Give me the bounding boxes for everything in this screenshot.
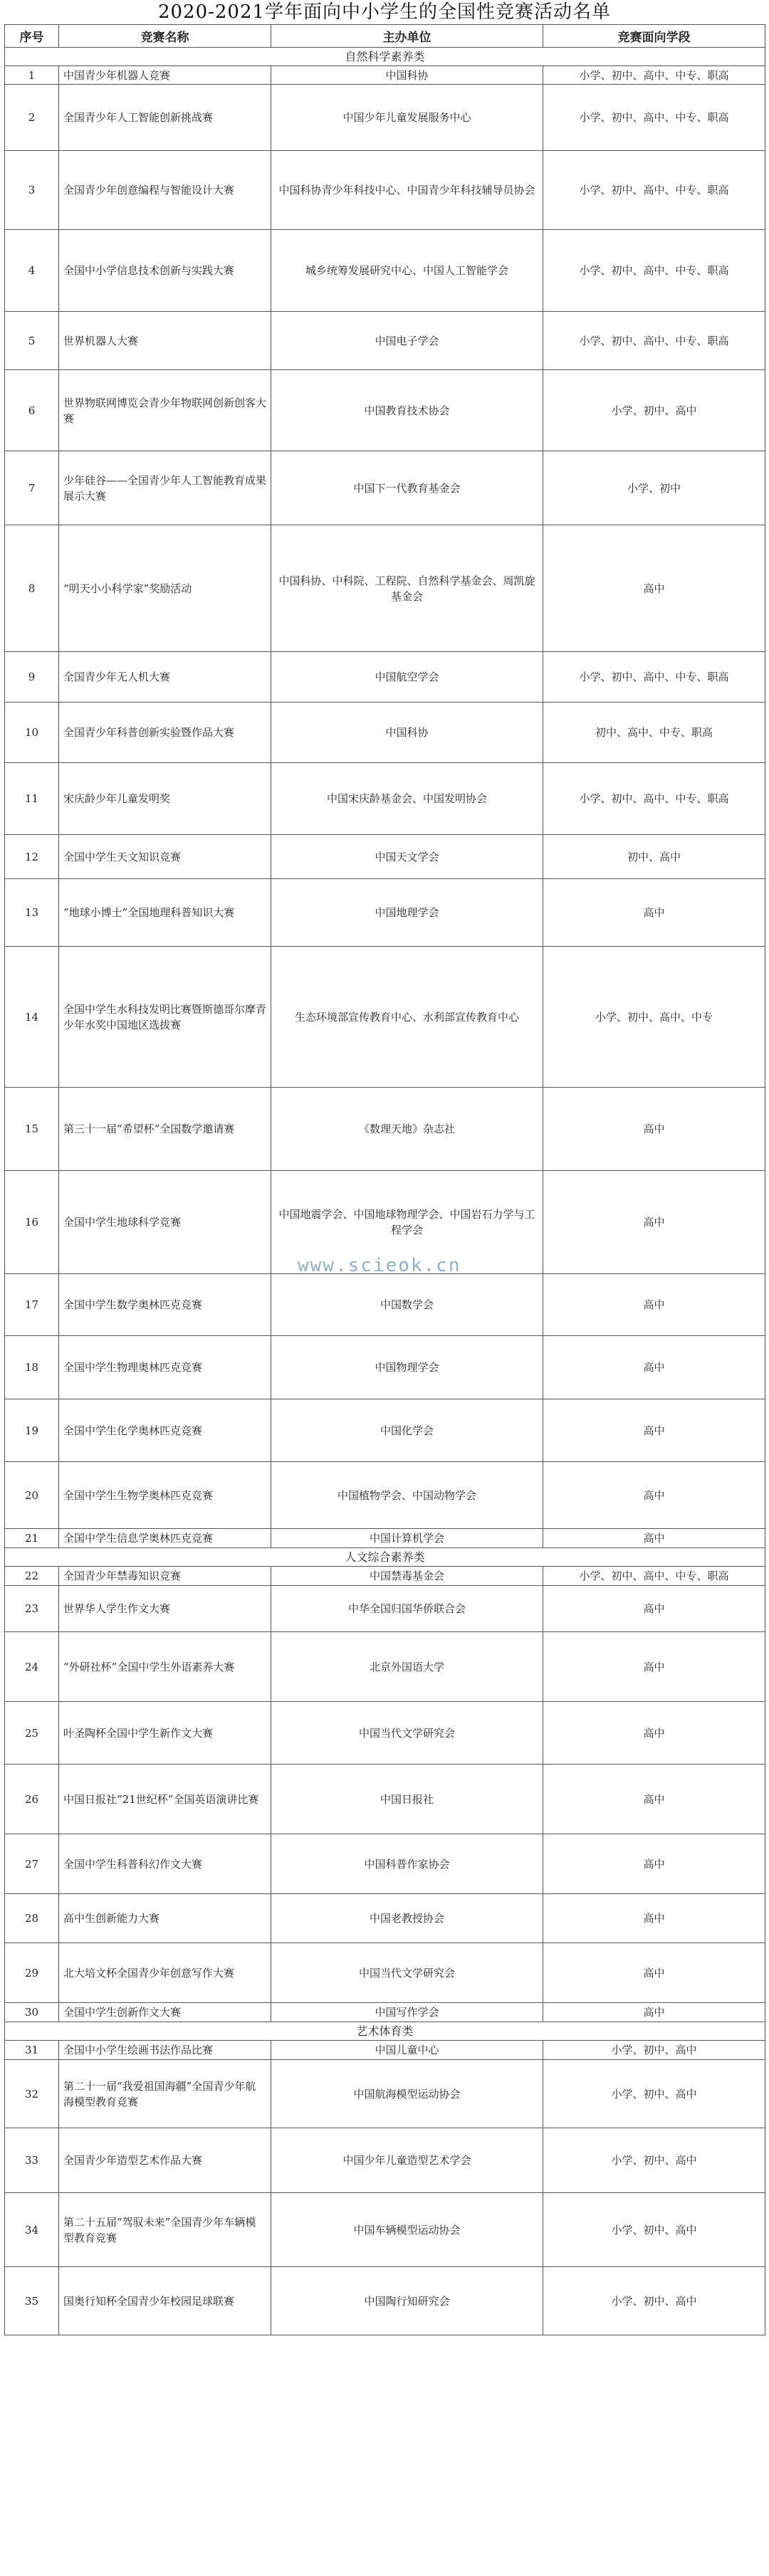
row-number: 31 [5, 2041, 59, 2060]
table-row [5, 1336, 765, 1399]
organizer: 北京外国语大学 [271, 1632, 543, 1702]
watermark: www.scieok.cn [298, 1255, 461, 1276]
competition-name: 全国中学生化学奥林匹克竞赛 [59, 1399, 271, 1462]
organizer: 中国地理学会 [271, 879, 543, 947]
target-level: 小学、初中、高中、中专、职高 [543, 1567, 765, 1586]
competition-name: 全国青少年科普创新实验暨作品大赛 [59, 703, 271, 763]
competition-name: 世界华人学生作文大赛 [59, 1586, 271, 1632]
competition-name: “外研社杯”全国中学生外语素养大赛 [59, 1632, 271, 1702]
document [4, 0, 765, 2335]
row-number: 26 [5, 1765, 59, 1834]
competition-name: 第二十五届“驾驭未来”全国青少年车辆模型教育竞赛 [59, 2193, 271, 2267]
row-number: 17 [5, 1274, 59, 1336]
competition-name: 高中生创新能力大赛 [59, 1894, 271, 1943]
competition-name: 全国中学生地球科学竞赛 [59, 1171, 271, 1274]
table-row [5, 525, 765, 652]
table-row [5, 763, 765, 835]
table-header-row [5, 25, 765, 48]
row-number: 24 [5, 1632, 59, 1702]
row-number: 5 [5, 312, 59, 370]
organizer: 中国物理学会 [271, 1336, 543, 1399]
organizer: 中国天文学会 [271, 835, 543, 879]
competition-name: 国奥行知杯全国青少年校园足球联赛 [59, 2267, 271, 2335]
competition-name: 全国中学生数学奥林匹克竞赛 [59, 1274, 271, 1336]
target-level: 小学、初中、高中、中专、职高 [543, 652, 765, 703]
header-name: 竞赛名称 [59, 25, 271, 48]
competition-name: 全国青少年创意编程与智能设计大赛 [59, 151, 271, 230]
target-level: 初中、高中、中专、职高 [543, 703, 765, 763]
target-level: 高中 [543, 1834, 765, 1894]
target-level: 高中 [543, 1336, 765, 1399]
target-level: 高中 [543, 1529, 765, 1548]
competition-name: 全国青少年禁毒知识竞赛 [59, 1567, 271, 1586]
competition-name: 第三十一届“希望杯”全国数学邀请赛 [59, 1088, 271, 1171]
organizer: 中国车辆模型运动协会 [271, 2193, 543, 2267]
competition-name: 全国中学生创新作文大赛 [59, 2003, 271, 2022]
target-level: 小学、初中、高中 [543, 2041, 765, 2060]
table-row [5, 652, 765, 703]
header-level: 竞赛面向学段 [543, 25, 765, 48]
competition-table [4, 24, 765, 2335]
row-number: 19 [5, 1399, 59, 1462]
table-row [5, 2060, 765, 2128]
organizer: 中国当代文学研究会 [271, 1943, 543, 2003]
organizer: 中国宋庆龄基金会、中国发明协会 [271, 763, 543, 835]
row-number: 6 [5, 370, 59, 451]
organizer: 中国当代文学研究会 [271, 1702, 543, 1765]
table-row [5, 1943, 765, 2003]
table-row [5, 451, 765, 525]
organizer: 城乡统筹发展研究中心、中国人工智能学会 [271, 230, 543, 312]
row-number: 7 [5, 451, 59, 525]
table-row [5, 2041, 765, 2060]
target-level: 高中 [543, 2003, 765, 2022]
competition-name: 全国中学生科普科幻作文大赛 [59, 1834, 271, 1894]
competition-name: 全国青少年无人机大赛 [59, 652, 271, 703]
table-row [5, 370, 765, 451]
table-row [5, 85, 765, 151]
competition-name: 宋庆龄少年儿童发明奖 [59, 763, 271, 835]
target-level: 小学、初中、高中、中专、职高 [543, 763, 765, 835]
target-level: 小学、初中、高中 [543, 2060, 765, 2128]
table-row [5, 230, 765, 312]
competition-name: 第二十一届“我爱祖国海疆”全国青少年航海模型教育竞赛 [59, 2060, 271, 2128]
table-row [5, 1399, 765, 1462]
row-number: 32 [5, 2060, 59, 2128]
target-level: 高中 [543, 1943, 765, 2003]
competition-name: 全国中学生信息学奥林匹克竞赛 [59, 1529, 271, 1548]
organizer: 中国科协 [271, 703, 543, 763]
target-level: 小学、初中、高中、中专、职高 [543, 66, 765, 85]
target-level: 小学、初中、高中、中专、职高 [543, 312, 765, 370]
table-row [5, 1894, 765, 1943]
page-title: 2020-2021学年面向中小学生的全国性竞赛活动名单 [157, 1, 612, 23]
table-row [5, 2267, 765, 2335]
row-number: 14 [5, 947, 59, 1088]
target-level: 小学、初中 [543, 451, 765, 525]
organizer: 生态环境部宣传教育中心、水利部宣传教育中心 [271, 947, 543, 1088]
table-row [5, 1274, 765, 1336]
table-row [5, 1586, 765, 1632]
row-number: 30 [5, 2003, 59, 2022]
target-level: 小学、初中、高中 [543, 2193, 765, 2267]
row-number: 21 [5, 1529, 59, 1548]
table-row [5, 703, 765, 763]
table-row [5, 1632, 765, 1702]
organizer: 中国少年儿童造型艺术学会 [271, 2128, 543, 2193]
section-title: 人文综合素养类 [5, 1548, 765, 1567]
target-level: 高中 [543, 1399, 765, 1462]
organizer: 中国电子学会 [271, 312, 543, 370]
table-row [5, 1088, 765, 1171]
organizer: 中国计算机学会 [271, 1529, 543, 1548]
table-row [5, 1567, 765, 1586]
organizer: 中国儿童中心 [271, 2041, 543, 2060]
section-title: 艺术体育类 [5, 2022, 765, 2041]
table-row [5, 1765, 765, 1834]
target-level: 小学、初中、高中、中专、职高 [543, 230, 765, 312]
table-row [5, 66, 765, 85]
competition-name: 中国日报社“21世纪杯”全国英语演讲比赛 [59, 1765, 271, 1834]
row-number: 28 [5, 1894, 59, 1943]
table-row [5, 879, 765, 947]
competition-name: 全国中学生物理奥林匹克竞赛 [59, 1336, 271, 1399]
competition-name: 少年硅谷——全国青少年人工智能教育成果展示大赛 [59, 451, 271, 525]
competition-name: “地球小博士”全国地理科普知识大赛 [59, 879, 271, 947]
competition-name: 全国中学生水科技发明比赛暨斯德哥尔摩青少年水奖中国地区选拔赛 [59, 947, 271, 1088]
table-row [5, 312, 765, 370]
table-row [5, 2128, 765, 2193]
organizer: 中国数学会 [271, 1274, 543, 1336]
table-row [5, 835, 765, 879]
row-number: 25 [5, 1702, 59, 1765]
target-level: 小学、初中、高中、中专、职高 [543, 151, 765, 230]
target-level: 高中 [543, 1894, 765, 1943]
row-number: 20 [5, 1462, 59, 1529]
row-number: 10 [5, 703, 59, 763]
competition-name: 全国青少年人工智能创新挑战赛 [59, 85, 271, 151]
organizer: 中国科协青少年科技中心、中国青少年科技辅导员协会 [271, 151, 543, 230]
row-number: 22 [5, 1567, 59, 1586]
competition-name: 全国青少年造型艺术作品大赛 [59, 2128, 271, 2193]
organizer: 中国少年儿童发展服务中心 [271, 85, 543, 151]
table-row [5, 1834, 765, 1894]
target-level: 小学、初中、高中 [543, 2128, 765, 2193]
row-number: 4 [5, 230, 59, 312]
row-number: 13 [5, 879, 59, 947]
section-row [5, 1548, 765, 1567]
organizer: 中国地震学会、中国地球物理学会、中国岩石力学与工程学会 [271, 1171, 543, 1274]
section-row [5, 48, 765, 66]
header-number: 序号 [5, 25, 59, 48]
competition-name: 世界物联网博览会青少年物联网创新创客大赛 [59, 370, 271, 451]
target-level: 高中 [543, 1088, 765, 1171]
row-number: 29 [5, 1943, 59, 2003]
row-number: 35 [5, 2267, 59, 2335]
section-row [5, 2022, 765, 2041]
organizer: 中华全国归国华侨联合会 [271, 1586, 543, 1632]
organizer: 中国航空学会 [271, 652, 543, 703]
organizer: 中国科协 [271, 66, 543, 85]
header-organizer: 主办单位 [271, 25, 543, 48]
organizer: 中国下一代教育基金会 [271, 451, 543, 525]
target-level: 高中 [543, 879, 765, 947]
organizer: 中国航海模型运动协会 [271, 2060, 543, 2128]
target-level: 高中 [543, 525, 765, 652]
target-level: 高中 [543, 1462, 765, 1529]
organizer: 中国日报社 [271, 1765, 543, 1834]
organizer: 《数理天地》杂志社 [271, 1088, 543, 1171]
organizer: 中国科普作家协会 [271, 1834, 543, 1894]
row-number: 23 [5, 1586, 59, 1632]
row-number: 15 [5, 1088, 59, 1171]
target-level: 高中 [543, 1274, 765, 1336]
organizer: 中国禁毒基金会 [271, 1567, 543, 1586]
table-row [5, 947, 765, 1088]
target-level: 小学、初中、高中、中专 [543, 947, 765, 1088]
target-level: 高中 [543, 1702, 765, 1765]
target-level: 初中、高中 [543, 835, 765, 879]
target-level: 小学、初中、高中、中专、职高 [543, 85, 765, 151]
target-level: 高中 [543, 1765, 765, 1834]
organizer: 中国化学会 [271, 1399, 543, 1462]
competition-name: 叶圣陶杯全国中学生新作文大赛 [59, 1702, 271, 1765]
organizer: 中国教育技术协会 [271, 370, 543, 451]
row-number: 12 [5, 835, 59, 879]
competition-name: 全国中小学信息技术创新与实践大赛 [59, 230, 271, 312]
row-number: 16 [5, 1171, 59, 1274]
table-row [5, 2193, 765, 2267]
section-title: 自然科学素养类 [5, 48, 765, 66]
table-row [5, 1529, 765, 1548]
target-level: 高中 [543, 1171, 765, 1274]
competition-name: “明天小小科学家”奖励活动 [59, 525, 271, 652]
table-row [5, 1702, 765, 1765]
competition-name: 世界机器人大赛 [59, 312, 271, 370]
organizer: 中国写作学会 [271, 2003, 543, 2022]
target-level: 高中 [543, 1586, 765, 1632]
competition-name: 全国中学生生物学奥林匹克竞赛 [59, 1462, 271, 1529]
target-level: 小学、初中、高中 [543, 2267, 765, 2335]
organizer: 中国老教授协会 [271, 1894, 543, 1943]
table-row [5, 1462, 765, 1529]
target-level: 高中 [543, 1632, 765, 1702]
table-row [5, 151, 765, 230]
table-body [5, 48, 765, 2335]
competition-name: 全国中小学生绘画书法作品比赛 [59, 2041, 271, 2060]
table-row [5, 2003, 765, 2022]
target-level: 小学、初中、高中 [543, 370, 765, 451]
competition-name: 全国中学生天文知识竞赛 [59, 835, 271, 879]
competition-name: 中国青少年机器人竞赛 [59, 66, 271, 85]
row-number: 27 [5, 1834, 59, 1894]
row-number: 2 [5, 85, 59, 151]
organizer: 中国陶行知研究会 [271, 2267, 543, 2335]
row-number: 3 [5, 151, 59, 230]
competition-name: 北大培文杯全国青少年创意写作大赛 [59, 1943, 271, 2003]
organizer: 中国植物学会、中国动物学会 [271, 1462, 543, 1529]
row-number: 1 [5, 66, 59, 85]
row-number: 8 [5, 525, 59, 652]
row-number: 9 [5, 652, 59, 703]
row-number: 11 [5, 763, 59, 835]
organizer: 中国科协、中科院、工程院、自然科学基金会、周凯旋基金会 [271, 525, 543, 652]
row-number: 34 [5, 2193, 59, 2267]
row-number: 18 [5, 1336, 59, 1399]
row-number: 33 [5, 2128, 59, 2193]
